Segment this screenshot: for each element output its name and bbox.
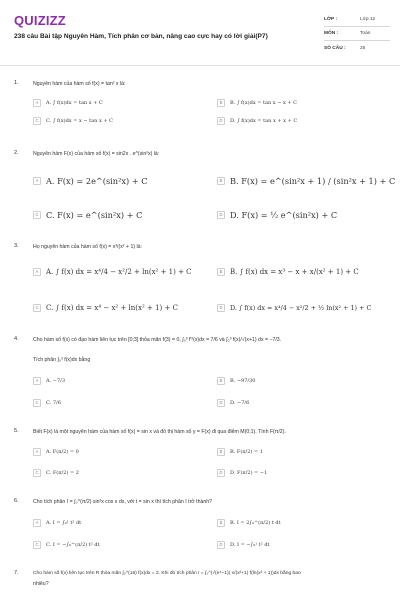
question-number: 4. — [14, 336, 19, 342]
option-letter: D — [217, 304, 225, 312]
option-letter: A — [33, 448, 41, 456]
document-title: 238 câu Bài tập Nguyên Hàm, Tích phân cơ bản, nâng cao cực hay có lời giải(P7) — [14, 33, 268, 40]
option-text: C. ∫ f(x)dx = x − tan x + C — [46, 117, 113, 124]
option-letter: A — [33, 377, 41, 385]
option-a[interactable] — [33, 516, 81, 529]
question-number: 6. — [14, 498, 19, 504]
option-b[interactable] — [217, 516, 281, 529]
option-a[interactable] — [33, 374, 65, 387]
option-d[interactable] — [217, 466, 267, 479]
quizizz-logo: QUIZIZZ — [14, 13, 66, 28]
option-letter: D — [217, 211, 225, 219]
option-text: A. ∫ f(x)dx = tan x + C — [46, 99, 103, 106]
option-letter: D — [217, 541, 225, 549]
option-text: A. I = ∫₀¹ t² dt — [46, 519, 82, 526]
meta-label: LỚP : — [324, 17, 338, 22]
option-text: B. I = 2∫₀^(π/2) t dt — [230, 519, 281, 526]
option-letter: C — [33, 399, 41, 407]
option-text: D. F(x) = ½ e^(sin²x) + C — [230, 209, 338, 220]
question-number: 5. — [14, 428, 19, 434]
option-b[interactable] — [217, 96, 297, 109]
option-letter: C — [33, 117, 41, 125]
option-a[interactable] — [33, 174, 148, 187]
question-text: Cho hàm số f(x) có đạo hàm liên tục trên [0;3] thỏa mãn f(3) = 0, ∫₀³ f'²(x)dx = 7/6 và ∫₀³ f(x)/√(x+1) dx = −7/3. — [33, 337, 282, 343]
option-letter: A — [33, 519, 41, 527]
option-letter: C — [33, 304, 41, 312]
question-text: Cho tích phân I = ∫₀^(π/2) sin²x cos x dx, với t = sin x thì tích phân I trở thành? — [33, 499, 213, 505]
meta-table — [324, 13, 390, 55]
option-text: C. ∫ f(x) dx = x⁴ − x² + ln(x² + 1) + C — [46, 303, 178, 312]
question-text-continued: nhiêu? — [33, 581, 49, 587]
option-text: B. F(x) = e^(sin²x + 1) / (sin²x + 1) + C — [230, 175, 396, 186]
option-letter: B — [217, 448, 225, 456]
option-letter: B — [217, 519, 225, 527]
option-letter: A — [33, 268, 41, 276]
meta-value: 25 — [360, 45, 366, 51]
option-letter: A — [33, 99, 41, 107]
option-letter: B — [217, 268, 225, 276]
option-letter: D — [217, 117, 225, 125]
option-b[interactable] — [217, 445, 263, 458]
question-text: Cho hàm số f(x) liên tục trên R thỏa mãn ∫₀^(16) f(x)dx = 2. Khi đó tích phân I = ∫₀^(√(e⁴−1)) x/(x²+1) f(ln(x² + 1))dx bằng bao — [33, 571, 301, 576]
meta-label: SỐ CÂU : — [324, 45, 346, 51]
question-text: Biết F(x) là một nguyên hàm của hàm số f(x) = sin x và đồ thị hàm số y = F(x) đi qua điểm M(0;1). Tính F(π/2). — [33, 429, 286, 435]
meta-label: MÔN : — [324, 31, 339, 36]
option-d[interactable] — [217, 396, 249, 409]
option-d[interactable] — [217, 301, 371, 314]
question-text: Nguyên hàm của hàm số f(x) = tan² x là: — [33, 81, 126, 87]
option-text: D. −7/6 — [230, 399, 250, 406]
option-b[interactable] — [217, 174, 395, 187]
option-c[interactable] — [33, 396, 61, 409]
option-d[interactable] — [217, 208, 337, 221]
option-text: C. I = −∫₀^(π/2) t² dt — [46, 541, 100, 548]
question-text: Nguyên hàm F(x) của hàm số f(x) = sin2x . e^(sin²x) là: — [33, 151, 160, 157]
option-text: D. I = −∫₀¹ t² dt — [230, 541, 270, 548]
option-a[interactable] — [33, 265, 192, 278]
option-letter: B — [217, 99, 225, 107]
option-letter: D — [217, 399, 225, 407]
question-number: 3. — [14, 243, 19, 249]
option-text: A. ∫ f(x) dx = x⁴/4 − x²/2 + ln(x² + 1) + C — [46, 267, 192, 276]
option-c[interactable] — [33, 466, 79, 479]
option-text: B. ∫ f(x) dx = x³ − x + x/(x² + 1) + C — [230, 267, 359, 276]
option-d[interactable] — [217, 538, 270, 551]
question-number: 7. — [14, 570, 19, 576]
option-d[interactable] — [217, 114, 297, 127]
meta-row-subject — [324, 27, 390, 41]
option-c[interactable] — [33, 538, 100, 551]
option-letter: C — [33, 211, 41, 219]
option-text: D. ∫ f(x) dx = x⁴/4 − x²/2 + ½ ln(x² + 1) + C — [230, 303, 372, 312]
meta-value: Toán — [360, 31, 371, 36]
question-number: 1. — [14, 80, 19, 86]
option-b[interactable] — [217, 265, 359, 278]
option-letter: D — [217, 469, 225, 477]
option-text: B. ∫ f(x)dx = tan x − x + C — [230, 99, 298, 106]
option-a[interactable] — [33, 445, 79, 458]
option-text: C. F(x) = e^(sin²x) + C — [46, 209, 143, 220]
option-text: B. −97/30 — [230, 377, 256, 384]
meta-value: Lớp 12 — [360, 17, 376, 22]
option-letter: C — [33, 541, 41, 549]
option-text: A. F(x) = 2e^(sin²x) + C — [46, 175, 148, 186]
option-text: B. F(π/2) = 1 — [230, 448, 263, 455]
question-text: Họ nguyên hàm của hàm số f(x) = x³/(x² + 1) là: — [33, 244, 142, 250]
option-letter: A — [33, 177, 41, 185]
option-letter: B — [217, 377, 225, 385]
option-text: C. 7/6 — [46, 399, 61, 406]
option-letter: B — [217, 177, 225, 185]
option-a[interactable] — [33, 96, 103, 109]
header — [0, 0, 400, 66]
option-text: C. F(π/2) = 2 — [46, 469, 79, 476]
option-c[interactable] — [33, 114, 113, 127]
question-number: 2. — [14, 150, 19, 156]
option-text: D. ∫ f(x)dx = tan x + x + C — [230, 117, 298, 124]
option-text: D. F(π/2) = −1 — [230, 469, 268, 476]
meta-row-count — [324, 41, 390, 55]
option-text: A. F(π/2) = 0 — [46, 448, 79, 455]
meta-row-grade — [324, 13, 390, 27]
question-text-continued: Tích phân ∫₀³ f(x)dx bằng — [33, 357, 91, 363]
option-b[interactable] — [217, 374, 255, 387]
option-c[interactable] — [33, 301, 178, 314]
option-text: A. −7/3 — [46, 377, 66, 384]
option-c[interactable] — [33, 208, 142, 221]
option-letter: C — [33, 469, 41, 477]
